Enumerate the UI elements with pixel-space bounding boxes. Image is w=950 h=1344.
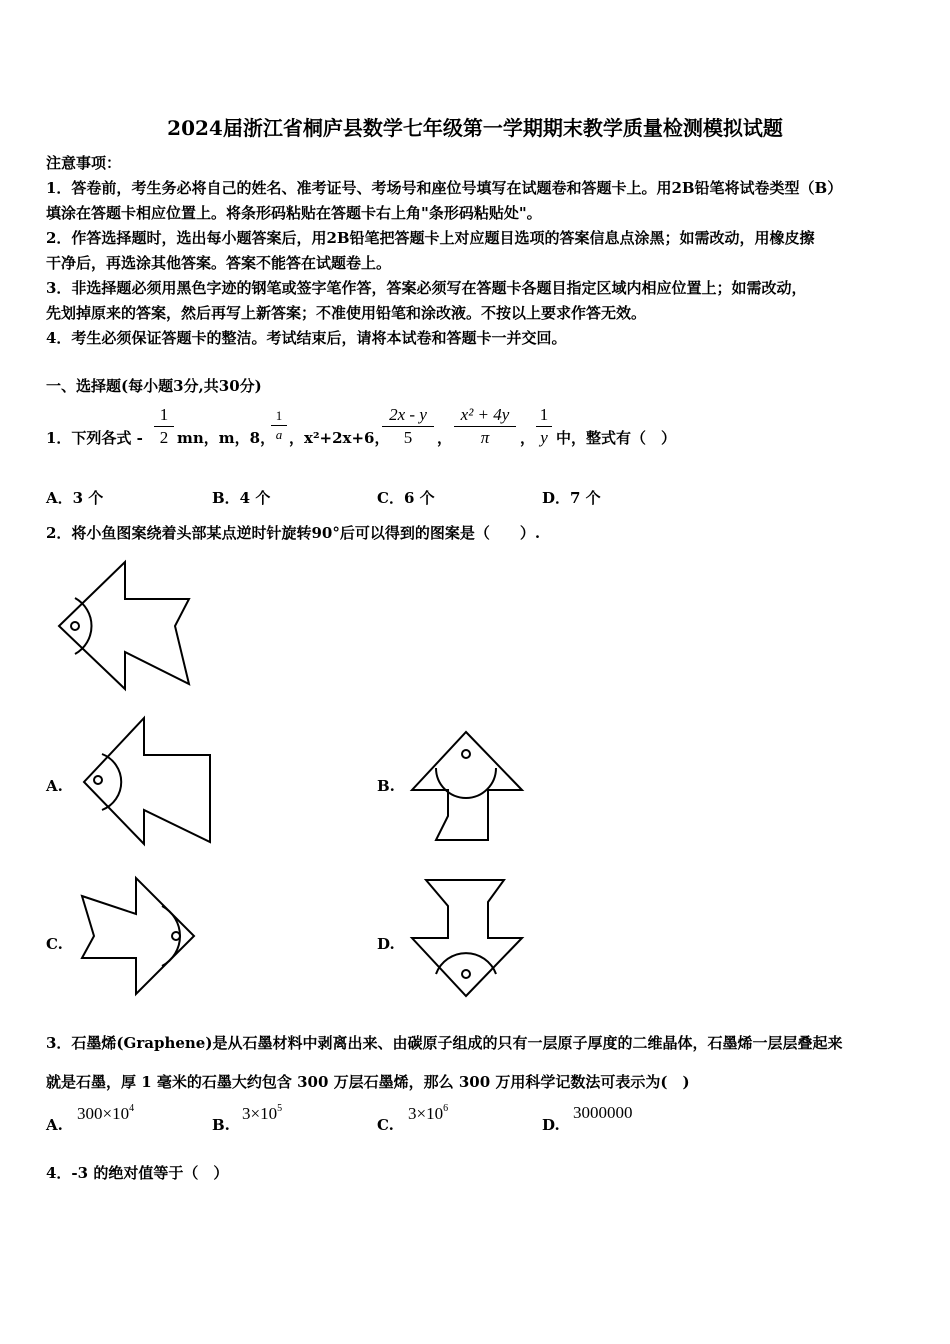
fraction-denominator: y	[540, 428, 548, 447]
q1-terms-2: ，x²+2x+6，	[289, 429, 390, 447]
q3-option-c-value[interactable]	[408, 1103, 448, 1124]
fraction-numerator: 2x - y	[389, 405, 427, 424]
fish-option-d-figure[interactable]	[408, 878, 528, 1000]
value-base: 3×10	[408, 1104, 444, 1123]
q3-line-2: 就是石墨，厚 1 毫米的石墨大约包含 300 万层石墨烯，那么 300 万用科学记数法可表示为( )	[46, 1073, 690, 1091]
q1-terms-1: mn，m，8，	[177, 429, 276, 447]
notice-line: 4．考生必须保证答题卡的整洁。考试结束后，请将本试卷和答题卡一并交回。	[46, 329, 567, 347]
q1-suffix: 中，整式有（ ）	[556, 429, 677, 447]
q3-line-1: 3．石墨烯(Graphene)是从石墨材料中剥离出来、由碳原子组成的只有一层原子厚度的二维晶体，石墨烯一层层叠起来	[46, 1034, 843, 1052]
fraction-denominator: a	[275, 427, 283, 442]
q3-option-a-label[interactable]: A.	[46, 1116, 63, 1134]
fraction-numerator: 1	[539, 405, 549, 424]
q1-fraction-3	[382, 405, 434, 448]
q3-option-b-value[interactable]	[242, 1103, 282, 1124]
fraction-numerator: 1	[159, 405, 169, 424]
q2-option-b-label[interactable]: B.	[377, 777, 395, 795]
q1-option-b[interactable]: B．4 个	[212, 489, 271, 507]
notice-line: 1．答卷前，考生务必将自己的姓名、准考证号、考场号和座位号填写在试题卷和答题卡上。用2B铅笔将试卷类型（B）	[46, 179, 843, 197]
fraction-numerator: 1	[275, 408, 283, 423]
q4-text: 4．-3 的绝对值等于（ ）	[46, 1164, 229, 1182]
value-base: 300×10	[77, 1104, 130, 1123]
value-exponent: 5	[277, 1103, 283, 1114]
fraction-denominator: π	[480, 428, 490, 447]
q1-terms-3: ，	[437, 429, 453, 447]
q3-option-d-label[interactable]: D.	[542, 1116, 560, 1134]
fraction-denominator: 5	[403, 428, 413, 447]
q2-option-d-label[interactable]: D.	[377, 935, 395, 953]
notice-line: 干净后，再选涂其他答案。答案不能答在试题卷上。	[46, 254, 392, 272]
notice-heading: 注意事项：	[46, 154, 122, 172]
notice-line: 2．作答选择题时，选出每小题答案后，用2B铅笔把答题卡上对应题目选项的答案信息点涂黑；如需改动，用橡皮擦	[46, 229, 815, 247]
q2-text: 2．将小鱼图案绕着头部某点逆时针旋转90°后可以得到的图案是（ ）.	[46, 524, 541, 542]
fish-original-figure	[55, 560, 195, 692]
notice-line: 3．非选择题必须用黑色字迹的钢笔或签字笔作答，答案必须写在答题卡各题目指定区域内相应位置上；如需改动，	[46, 279, 807, 297]
q1-fraction-4	[454, 405, 516, 448]
value-exponent: 4	[129, 1103, 135, 1114]
q1-fraction-2	[271, 408, 287, 443]
value-base: 3×10	[242, 1104, 278, 1123]
value-exponent: 6	[443, 1103, 449, 1114]
q1-terms-4: ，	[520, 429, 536, 447]
section-heading: 一、选择题(每小题3分,共30分)	[46, 377, 262, 395]
q1-option-c[interactable]: C．6 个	[377, 489, 435, 507]
q1-fraction-5	[536, 405, 552, 448]
fish-option-b-figure[interactable]	[408, 730, 526, 842]
q2-option-a-label[interactable]: A.	[46, 777, 63, 795]
notice-line: 填涂在答题卡相应位置上。将条形码粘贴在答题卡右上角"条形码粘贴处"。	[46, 204, 542, 222]
q1-fraction-1	[154, 405, 174, 448]
q3-option-c-label[interactable]: C.	[377, 1116, 394, 1134]
q3-option-a-value[interactable]	[77, 1103, 134, 1124]
q3-option-b-label[interactable]: B.	[212, 1116, 230, 1134]
page-title: 2024届浙江省桐庐县数学七年级第一学期期末教学质量检测模拟试题	[167, 116, 783, 140]
q1-option-a[interactable]: A．3 个	[46, 489, 104, 507]
fish-option-c-figure[interactable]	[80, 876, 200, 996]
q1-option-d[interactable]: D．7 个	[542, 489, 601, 507]
fraction-denominator: 2	[159, 428, 169, 447]
fraction-numerator: x² + 4y	[460, 405, 510, 424]
q1-prefix: 1．下列各式 -	[46, 429, 143, 447]
fish-option-a-figure[interactable]	[82, 716, 214, 848]
q2-option-c-label[interactable]: C.	[46, 935, 63, 953]
notice-line: 先划掉原来的答案，然后再写上新答案；不准使用铅笔和涂改液。不按以上要求作答无效。	[46, 304, 647, 322]
q3-option-d-value[interactable]: 3000000	[573, 1103, 633, 1122]
